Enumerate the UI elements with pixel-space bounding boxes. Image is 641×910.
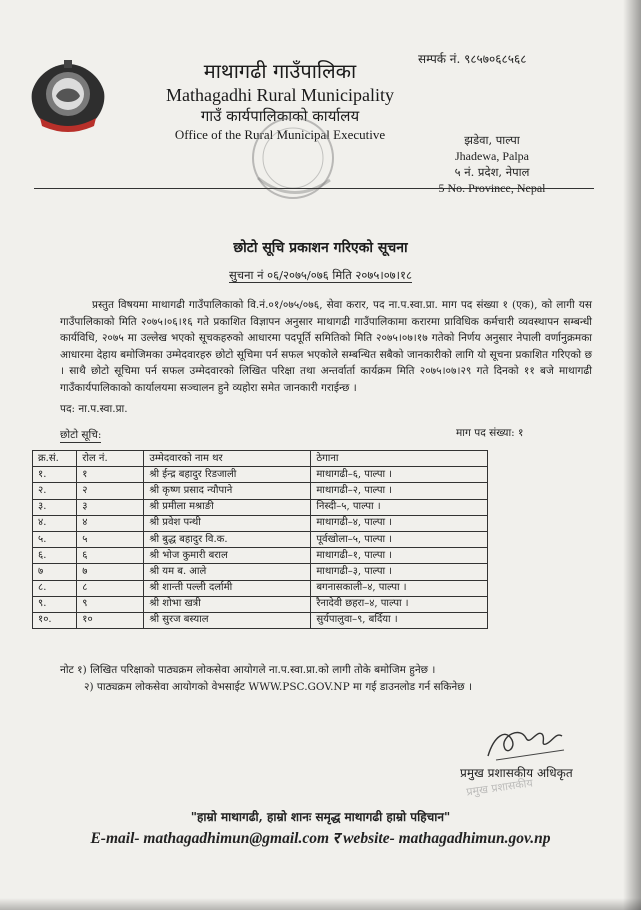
- address-en-line2: 5 No. Province, Nepal: [438, 181, 546, 195]
- cell-roll: ६: [77, 548, 144, 564]
- cell-name: श्री बुद्ध बहादुर वि.क.: [144, 531, 311, 547]
- cell-serial: ३.: [33, 499, 77, 515]
- table-row: [33, 548, 488, 564]
- shortlist-label: छोटो सूचि:: [60, 429, 102, 441]
- header-name: उम्मेदवारको नाम थर: [144, 451, 311, 467]
- cell-address: बगनासकाली–४, पाल्पा ।: [311, 580, 488, 596]
- cell-roll: २: [77, 483, 144, 499]
- cell-name: श्री यम ब. आले: [144, 564, 311, 580]
- cell-roll: ३: [77, 499, 144, 515]
- table-row: [33, 612, 488, 628]
- footer-contact-line: E-mail- mathagadhimun@gmail.com र website- mathagadhimun.gov.np: [90, 830, 551, 847]
- cell-roll: ९: [77, 596, 144, 612]
- cell-name: श्री भोज कुमारी बराल: [144, 548, 311, 564]
- header-divider: [34, 188, 594, 189]
- notice-reference: [0, 268, 641, 283]
- table-row: [33, 596, 488, 612]
- cell-serial: ४.: [33, 515, 77, 531]
- address-np-line1: झडेवा, पाल्पा: [464, 133, 520, 147]
- cell-roll: १०: [77, 612, 144, 628]
- notice-body: प्रस्तुत विषयमा माथागढी गाउँपालिकाको वि.नं.०१/०७५/०७६, सेवा करार, पद ना.प.स्वा.प्रा. माग पद संख्या १ (एक), को लागी यस गाउँपालिकाको मिति २०७५।०६।१६ गते प्रकाशित विज्ञापन अनुसार माथागढी गाउँपालिकामा करारमा प्राविधिक कर्मचारी व्यवस्थापन सम्बन्धी कार्यविधि, २०७५ मा उल्लेख भएको सूचकहरुको आधारमा पदपूर्ति समितिको मिति २०७५।०७।१७ गतेको निर्णय अनुसार नेपाली वर्णानुक्रमका आधारमा देहाय बमोजिमका उम्मेदवारहरु छोटो सूचिमा पर्न सफल भएकोले सम्बन्धित सबैको जानकारीको लागि यो सूचना प्रकाशित गरिएको छ । साथै छोटो सूचिमा पर्न सफल उम्मेदवारको लिखित परिक्षा तथा अन्तर्वार्ता कार्यक्रम मिति २०७५।०७।२९ गते दिनको ११ बजे माथागढी गाउँकार्यपालिकाको कार्यालयमा सञ्चालन हुने व्यहोरा समेत जानकारी गराईन्छ ।: [60, 299, 592, 394]
- table-row: [33, 483, 488, 499]
- shortlist-table: [32, 450, 488, 629]
- cell-address: माथागढी–२, पाल्पा ।: [311, 483, 488, 499]
- office-seal-icon: [238, 118, 348, 206]
- contact-number: सम्पर्क नं. ९८५७०६८५६८: [418, 52, 527, 66]
- address-en-line1: Jhadewa, Palpa: [455, 149, 529, 163]
- table-row: [33, 515, 488, 531]
- cell-name: श्री शान्ती पल्ली दर्लामी: [144, 580, 311, 596]
- cell-serial: ६.: [33, 548, 77, 564]
- cell-address: पूर्वखोला–५, पाल्पा ।: [311, 531, 488, 547]
- note-2: २) पाठ्यक्रम लोकसेवा आयोगको वेभसाईट WWW.PSC.GOV.NP मा गई डाउनलोड गर्न सकिनेछ ।: [84, 681, 472, 693]
- signatory-title: प्रमुख प्रशासकीय अधिकृत: [460, 766, 573, 780]
- cell-address: सुर्यपालुवा–९, बर्दिया ।: [311, 612, 488, 628]
- table-row: [33, 499, 488, 515]
- cell-roll: ८: [77, 580, 144, 596]
- note-1: नोट १) लिखित परिक्षाको पाठ्यक्रम लोकसेवा आयोगले ना.प.स्वा.प्रा.को लागी तोके बमोजिम हुनेछ ।: [60, 664, 436, 676]
- cell-serial: ८.: [33, 580, 77, 596]
- cell-name: श्री प्रमीला मश्राङी: [144, 499, 311, 515]
- cell-serial: २.: [33, 483, 77, 499]
- cell-address: माथागढी–१, पाल्पा ।: [311, 548, 488, 564]
- cell-address: निस्दी–५, पाल्पा ।: [311, 499, 488, 515]
- cell-serial: ७: [33, 564, 77, 580]
- notice-title: छोटो सूचि प्रकाशन गरिएको सूचना: [233, 240, 408, 256]
- post-label: पद: ना.प.स्वा.प्रा.: [60, 403, 128, 415]
- cell-roll: ४: [77, 515, 144, 531]
- table-row: [33, 580, 488, 596]
- office-name-en: Office of the Rural Municipal Executive: [174, 127, 386, 142]
- notes: [60, 662, 472, 696]
- signatory-stamp: प्रमुख प्रशासकीय: [465, 776, 534, 799]
- office-name-np: गाउँ कार्यपालिकाको कार्यालय: [200, 107, 360, 125]
- nepal-emblem-icon: [22, 58, 114, 138]
- handwritten-signature-icon: [476, 716, 576, 768]
- cell-address: रैनादेवी छहरा–४, पाल्पा ।: [311, 596, 488, 612]
- address-np-line2: ५ नं. प्रदेश, नेपाल: [454, 165, 530, 179]
- header-serial: क्र.सं.: [33, 451, 77, 467]
- header-address: ठेगाना: [311, 451, 488, 467]
- page-edge-shadow: [623, 0, 641, 910]
- table-header-row: [33, 451, 488, 467]
- office-address: [432, 132, 552, 196]
- cell-address: माथागढी–६, पाल्पा ।: [311, 467, 488, 483]
- table-body: [33, 467, 488, 629]
- notice-reference-text: सुचना नं ०६/२०७५/०७६ मिति २०७५।०७।१८: [229, 268, 412, 282]
- cell-serial: १०.: [33, 612, 77, 628]
- cell-roll: ५: [77, 531, 144, 547]
- page-bottom-shadow: [0, 898, 641, 910]
- cell-name: श्री सुरज बस्याल: [144, 612, 311, 628]
- cell-address: माथागढी–४, पाल्पा ।: [311, 515, 488, 531]
- cell-address: माथागढी–३, पाल्पा ।: [311, 564, 488, 580]
- municipality-name-np: माथागढी गाउँपालिका: [203, 59, 357, 83]
- table-row: [33, 531, 488, 547]
- cell-roll: ७: [77, 564, 144, 580]
- cell-serial: ९.: [33, 596, 77, 612]
- table-row: [33, 564, 488, 580]
- cell-name: श्री प्रवेश पन्थी: [144, 515, 311, 531]
- cell-name: श्री ईन्द्र बहादुर रिडजाली: [144, 467, 311, 483]
- municipality-name-en: Mathagadhi Rural Municipality: [166, 85, 394, 105]
- cell-name: श्री शोभा खत्री: [144, 596, 311, 612]
- cell-roll: १: [77, 467, 144, 483]
- cell-serial: ५.: [33, 531, 77, 547]
- header-roll: रोल नं.: [77, 451, 144, 467]
- cell-serial: १.: [33, 467, 77, 483]
- demand-count: माग पद संख्या: १: [456, 427, 524, 439]
- cell-name: श्री कृष्ण प्रसाद न्यौपाने: [144, 483, 311, 499]
- footer-slogan: "हाम्रो माथागढी, हाम्रो शानः समृद्ध माथागढी हाम्रो पहिचान": [190, 810, 451, 824]
- table-row: [33, 467, 488, 483]
